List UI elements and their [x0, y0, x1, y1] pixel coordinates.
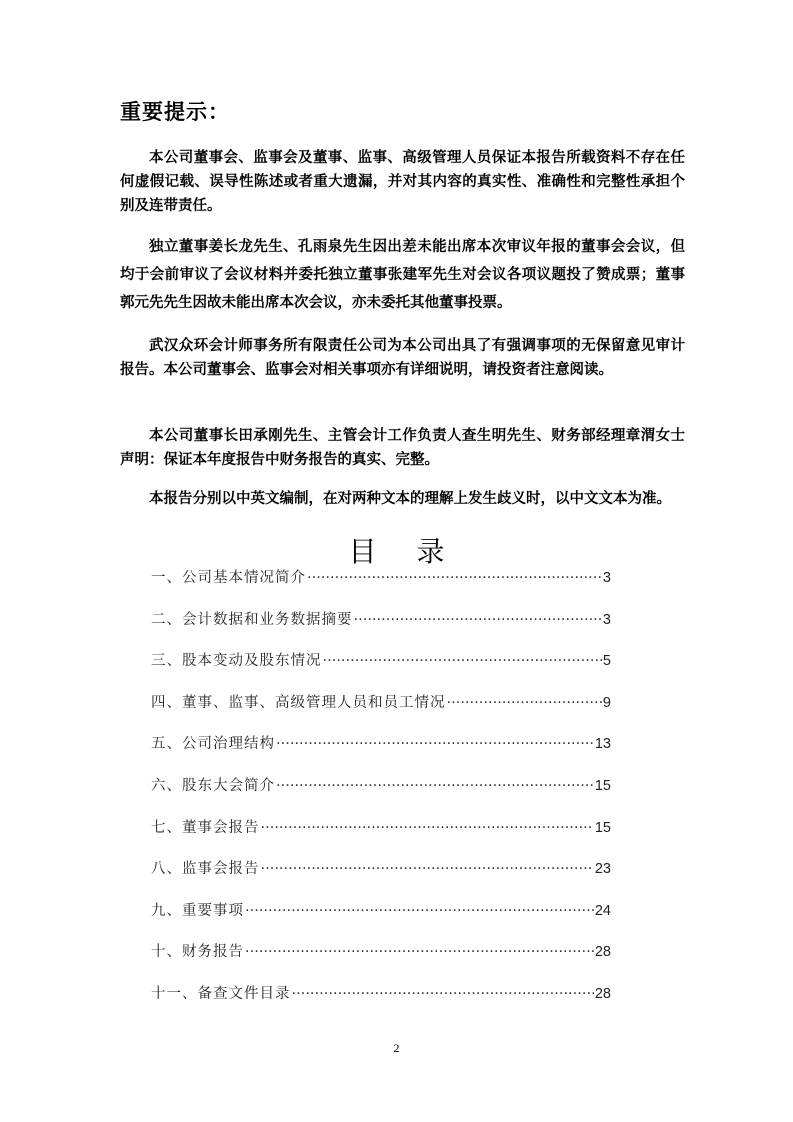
notice-paragraph-liability: 本公司董事会、监事会及董事、监事、高级管理人员保证本报告所载资料不存在任何虚假记载、误导性陈述或者重大遗漏，并对其内容的真实性、准确性和完整性承担个别及连带责任。	[120, 150, 685, 214]
toc-entry[interactable]	[151, 608, 611, 650]
toc-leader-dots	[276, 736, 594, 752]
toc-entry-label: 十、财务报告	[151, 944, 244, 961]
toc-leader-dots	[261, 820, 594, 836]
toc-title: 目录	[348, 535, 485, 568]
toc-entry[interactable]	[151, 732, 611, 774]
toc-entry-label: 五、公司治理结构	[151, 736, 275, 753]
toc-entry-page: 5	[602, 653, 611, 670]
notice-paragraph-directors-absence: 独立董事姜长龙先生、孔雨泉先生因出差未能出席本次审议年报的董事会会议，但均于会前审议了会议材料并委托独立董事张建军先生对会议各项议题投了赞成票；董事郭元先先生因故未能出席本次会议，亦未委托其他董事投票。	[120, 239, 685, 311]
notice-paragraph-financial-declaration: 本公司董事长田承刚先生、主管会计工作负责人查生明先生、财务部经理章渭女士声明：保证本年度报告中财务报告的真实、完整。	[120, 428, 685, 468]
toc-entry[interactable]	[151, 816, 611, 858]
toc-entry[interactable]	[151, 857, 611, 899]
toc-entry-label: 十一、备查文件目录	[151, 985, 291, 1002]
toc-entry[interactable]	[151, 649, 611, 691]
toc-entry-label: 八、监事会报告	[151, 861, 260, 878]
toc-entry-label: 三、股本变动及股东情况	[151, 653, 322, 670]
toc-entry-page: 24	[594, 902, 611, 919]
toc-leader-dots	[261, 861, 594, 877]
toc-leader-dots	[245, 944, 594, 960]
toc-entry[interactable]	[151, 691, 611, 733]
toc-entry[interactable]	[151, 774, 611, 816]
toc-entry-page: 28	[594, 944, 611, 961]
page-number: 2	[393, 1041, 400, 1055]
toc-leader-dots	[307, 570, 602, 586]
toc-entry-label: 二、会计数据和业务数据摘要	[151, 611, 353, 628]
toc-leader-dots	[245, 903, 594, 919]
toc-leader-dots	[354, 612, 602, 628]
notice-paragraph-auditor: 武汉众环会计师事务所有限责任公司为本公司出具了有强调事项的无保留意见审计报告。本公司董事会、监事会对相关事项亦有详细说明，请投资者注意阅读。	[120, 338, 685, 378]
toc-entry-page: 28	[594, 985, 611, 1002]
table-of-contents	[151, 566, 611, 1024]
toc-entry-label: 六、股东大会简介	[151, 777, 275, 794]
toc-entry-label: 七、董事会报告	[151, 819, 260, 836]
toc-entry[interactable]	[151, 982, 611, 1024]
toc-entry-page: 3	[602, 570, 611, 586]
toc-entry-page: 3	[602, 611, 611, 628]
toc-leader-dots	[292, 986, 594, 1002]
toc-entry-page: 15	[594, 777, 611, 794]
toc-entry-label: 四、董事、监事、高级管理人员和员工情况	[151, 694, 446, 711]
toc-leader-dots	[447, 695, 602, 711]
toc-entry[interactable]	[151, 566, 611, 608]
toc-entry-page: 15	[594, 819, 611, 836]
toc-leader-dots	[323, 653, 602, 669]
notice-paragraph-language: 本报告分别以中英文编制，在对两种文本的理解上发生歧义时，以中文文本为准。	[149, 491, 671, 507]
toc-entry-page: 23	[594, 861, 611, 878]
toc-entry[interactable]	[151, 940, 611, 982]
toc-entry-page: 9	[602, 694, 611, 711]
toc-entry-label: 一、公司基本情况简介	[151, 570, 306, 586]
toc-entry[interactable]	[151, 899, 611, 941]
toc-leader-dots	[276, 778, 594, 794]
toc-entry-page: 13	[594, 736, 611, 753]
toc-entry-label: 九、重要事项	[151, 902, 244, 919]
notice-heading: 重要提示：	[120, 100, 230, 124]
